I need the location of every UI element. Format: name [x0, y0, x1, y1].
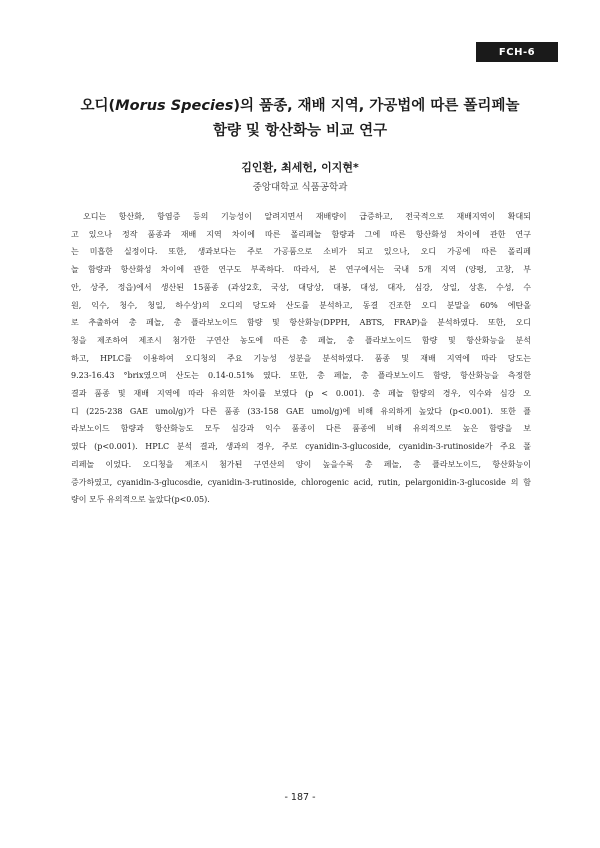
abstract-line: 로 추출하여 총 페놀, 총 플라보노이드 함량 및 항산화능(DPPH, ABTS, FRAP)을 분석하였다. 또한, 오디: [71, 318, 531, 328]
session-code-badge: FCH-6: [476, 42, 558, 62]
title-suffix: )의 품종, 재배 지역, 가공법에 따른 폴리페놀: [233, 98, 520, 114]
title-prefix: 오디(: [80, 98, 116, 114]
title-line-2: 함량 및 항산화능 비교 연구: [212, 123, 388, 139]
abstract-line: 리페놀 이었다. 오디청을 제조시 첨가된 구연산의 양이 높을수록 총 페놀, 총 플라보노이드, 항산화능이: [71, 459, 531, 469]
abstract-line: 놀 함량과 항산화성 차이에 관한 연구도 부족하다. 따라서, 본 연구에서는 국내 5개 지역 (양평, 고창, 부: [71, 265, 531, 275]
abstract-line: 청을 제조하여 제조시 첨가한 구연산 농도에 따른 총 페놀, 총 플라보노이드 함량 및 항산화능을 분석: [71, 335, 531, 345]
abstract-line: 였다 (p<0.001). HPLC 분석 결과, 생과의 경우, 주로 cyanidin-3-glucoside, cyanidin-3-rutinoside가 주요 폴: [71, 442, 531, 452]
abstract-body: [71, 208, 531, 509]
abstract-line: 하고, HPLC를 이용하여 오디청의 주요 기능성 성분을 분석하였다. 품종 및 재배 지역에 따라 당도는: [71, 353, 531, 363]
abstract-line: 결과 품종 및 재배 지역에 따라 유의한 차이를 보였다 (p < 0.001). 총 페놀 함량의 경우, 익수와 심강 오: [71, 389, 531, 399]
abstract-line: 오디는 항산화, 항염증 등의 기능성이 알려지면서 재배량이 급증하고, 전국적으로 재배지역이 확대되: [83, 212, 531, 221]
title-scientific-name: Morus Species: [115, 98, 234, 114]
abstract-line: 원, 익수, 청수, 청일, 하수상)의 오디의 당도와 산도를 분석하고, 동결 건조한 오디 분말을 60% 에탄올: [71, 300, 531, 310]
author-list: 김인환, 최세헌, 이지현*: [241, 161, 359, 174]
abstract-line: 9.23-16.43 °brix였으며 산도는 0.14-0.51% 였다. 또한, 총 페놀, 총 플라보노이드 함량, 항산화능을 측정한: [71, 371, 531, 381]
abstract-line: 안, 상주, 정읍)에서 생산된 15품종 (과상2호, 국상, 대당상, 대봉, 대성, 대자, 심강, 상일, 상흔, 수성, 수: [71, 282, 531, 292]
affiliation: 중앙대학교 식품공학과: [252, 182, 348, 193]
abstract-line: 량이 모두 유의적으로 높았다(p<0.05).: [71, 495, 210, 505]
abstract-line: 라보노이드 함량과 항산화능도 모두 심강과 익수 품종이 다른 품종에 비해 유의적으로 높은 함량을 보: [71, 424, 531, 434]
abstract-line: 는 미흡한 실정이다. 또한, 생과보다는 주로 가공품으로 소비가 되고 있으나, 오디 가공에 따른 폴리페: [71, 247, 531, 257]
abstract-line: 증가하였고, cyanidin-3-glucosdie, cyanidin-3-rutinoside, chlorogenic acid, rutin, pelargonidin-3-glucoside 의 함: [71, 477, 531, 487]
page-number: - 187 -: [284, 792, 316, 803]
paper-title: [40, 94, 560, 144]
title-line-1: [40, 94, 560, 119]
abstract-line: 고 있으나 정작 품종과 재배 지역 차이에 따른 폴리페놀 함량과 그에 따른 항산화성 차이에 관한 연구: [71, 229, 531, 239]
abstract-line: 디 (225-238 GAE umol/g)가 다른 품종 (33-158 GAE umol/g)에 비해 유의하게 높았다 (p<0.001). 또한 플: [71, 406, 531, 416]
